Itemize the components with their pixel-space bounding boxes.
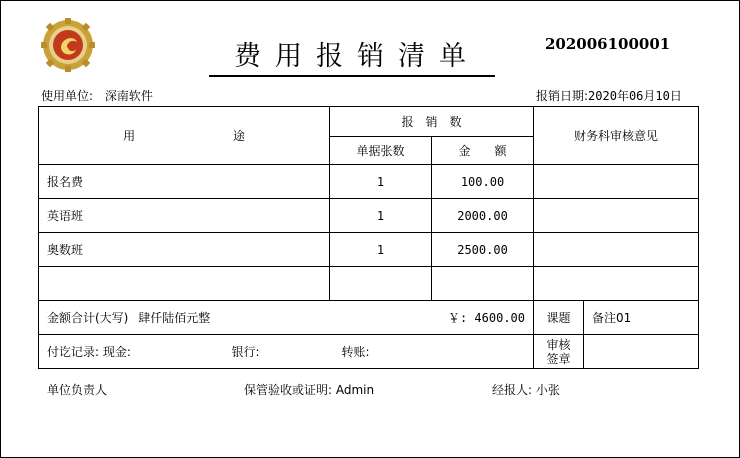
leader-label: 单位负责人 — [47, 383, 108, 397]
total-amount: ￥: 4600.00 — [447, 311, 526, 325]
bank-label: 银行: — [231, 345, 260, 359]
company-logo-icon — [41, 18, 95, 72]
audit-seal-cell — [584, 335, 699, 369]
amount-group-header: 报 销 数 — [330, 107, 534, 137]
transfer-label: 转账: — [341, 345, 370, 359]
finance-opinion-header: 财务科审核意见 — [534, 107, 699, 165]
unit-value: 深南软件 — [104, 89, 153, 103]
purpose-cell: 报名费 — [39, 165, 330, 199]
date-value: 2020年06月10日 — [588, 89, 682, 103]
total-words: 肆仟陆佰元整 — [138, 311, 211, 325]
document-number: 202006100001 — [545, 35, 671, 53]
total-row — [39, 301, 534, 335]
purpose-header — [39, 107, 330, 165]
topic-label: 课题 — [534, 301, 584, 335]
keeper-label: 保管验收或证明: Admin — [244, 383, 375, 397]
amount-cell — [432, 267, 534, 301]
page-title: 费用报销清单 — [209, 37, 495, 77]
count-cell: 1 — [330, 165, 432, 199]
payment-label: 付讫记录: 现金: — [47, 345, 131, 359]
unit-label: 使用单位: — [41, 89, 94, 103]
purpose-cell: 英语班 — [39, 199, 330, 233]
expense-table — [38, 106, 699, 369]
topic-value: 备注01 — [584, 301, 699, 335]
handler-label: 经报人: 小张 — [492, 383, 560, 397]
purpose-header-b: 途 — [232, 129, 245, 143]
total-label: 金额合计(大写) — [47, 311, 129, 325]
finance-cell — [534, 199, 699, 233]
table-row — [39, 199, 699, 233]
finance-cell — [534, 267, 699, 301]
amount-cell: 2000.00 — [432, 199, 534, 233]
receipt-count-header: 单据张数 — [330, 137, 432, 165]
audit-label-2: 签章 — [546, 351, 571, 366]
audit-seal-label — [534, 335, 584, 369]
money-header: 金 额 — [432, 137, 534, 165]
count-cell: 1 — [330, 233, 432, 267]
amount-cell: 2500.00 — [432, 233, 534, 267]
purpose-header-a: 用 — [123, 129, 136, 143]
purpose-cell: 奥数班 — [39, 233, 330, 267]
table-row — [39, 233, 699, 267]
finance-cell — [534, 165, 699, 199]
date-label: 报销日期: — [536, 89, 589, 103]
date-field — [536, 87, 682, 104]
count-cell — [330, 267, 432, 301]
table-row — [39, 267, 699, 301]
count-cell: 1 — [330, 199, 432, 233]
audit-label-1: 审核 — [546, 337, 571, 352]
purpose-cell — [39, 267, 330, 301]
finance-cell — [534, 233, 699, 267]
amount-cell: 100.00 — [432, 165, 534, 199]
unit-field — [41, 87, 153, 104]
table-row — [39, 165, 699, 199]
payment-record-row — [39, 335, 534, 369]
